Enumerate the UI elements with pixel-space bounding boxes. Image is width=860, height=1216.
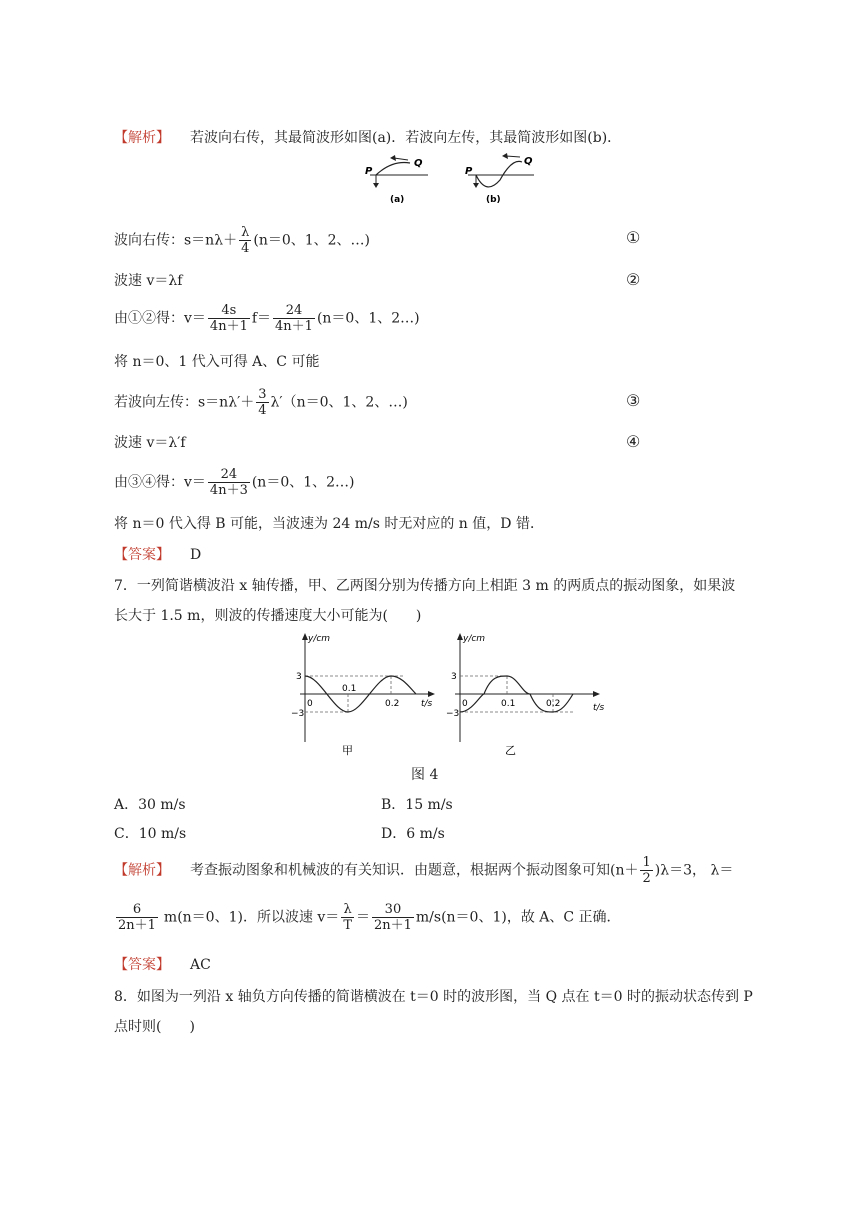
q6-line-8: 将 n＝0 代入得 B 可能，当波速为 24 m/s 时无对应的 n 值，D 错． bbox=[114, 516, 544, 532]
equation-mark-1: ① bbox=[626, 228, 641, 247]
q8-stem-1: 8．如图为一列沿 x 轴负方向传播的简谐横波在 t＝0 时的波形图，当 Q 点在 t＝0 时的振动状态传到 P bbox=[114, 989, 753, 1005]
svg-text:0.2: 0.2 bbox=[546, 699, 561, 709]
figure-b bbox=[465, 153, 534, 205]
figure-a-caption: (a) bbox=[390, 195, 405, 205]
q7-stem-1: 7．一列简谐横波沿 x 轴传播，甲、乙两图分别为传播方向上相距 3 m 的两质点的振动图象，如果波 bbox=[114, 578, 736, 594]
vibration-graph-yi bbox=[445, 630, 615, 760]
svg-text:−3: −3 bbox=[291, 709, 305, 719]
q6-line-2: 波速 v＝λf bbox=[114, 273, 183, 289]
graph-caption-jia: 甲 bbox=[342, 744, 353, 757]
graph-caption-yi: 乙 bbox=[505, 744, 516, 757]
q6-analysis-intro: 【解析】 若波向右传，其最简波形如图(a)．若波向左传，其最简波形如图(b)． bbox=[114, 130, 622, 146]
q6-line-3: 由①②得：v＝ $\frac{4s}{4n+1}$ f＝ $\frac{24}{4n+1}$ (n＝0、1、2…) bbox=[114, 303, 420, 334]
svg-text:−3: −3 bbox=[446, 709, 460, 719]
point-q-label: Q bbox=[524, 156, 533, 167]
svg-text:y/cm: y/cm bbox=[308, 634, 331, 644]
svg-text:y/cm: y/cm bbox=[463, 634, 486, 644]
q8-stem-2: 点时则( ) bbox=[114, 1019, 195, 1035]
point-q-label: Q bbox=[414, 158, 423, 169]
svg-text:0.1: 0.1 bbox=[501, 699, 516, 709]
option-b: B．15 m/s bbox=[381, 797, 453, 813]
analysis-tag: 【解析】 bbox=[114, 130, 170, 146]
vibration-graph-jia bbox=[290, 630, 440, 760]
wave-figure-ab bbox=[362, 150, 562, 208]
svg-text:0: 0 bbox=[462, 699, 468, 709]
q6-line-1: 波向右传：s＝nλ＋ $\frac{\lambda}{4}$ (n＝0、1、2、…) bbox=[114, 225, 371, 256]
figure-caption: 图 4 bbox=[411, 767, 439, 783]
q6-answer: 【答案】 D bbox=[114, 547, 202, 563]
point-p-label: P bbox=[465, 166, 473, 177]
option-d: D．6 m/s bbox=[381, 826, 445, 842]
svg-text:0.2: 0.2 bbox=[385, 699, 400, 709]
q7-answer: 【答案】 AC bbox=[114, 957, 211, 973]
q6-line-4: 将 n＝0、1 代入可得 A、C 可能 bbox=[114, 354, 320, 370]
option-a: A．30 m/s bbox=[114, 797, 186, 813]
point-p-label: P bbox=[365, 166, 373, 177]
q7-stem-2: 长大于 1.5 m，则波的传播速度大小可能为( ) bbox=[114, 608, 422, 624]
svg-text:t/s: t/s bbox=[593, 703, 605, 713]
svg-text:t/s: t/s bbox=[421, 699, 433, 709]
q6-line-6: 波速 v＝λ′f bbox=[114, 435, 186, 451]
option-c: C．10 m/s bbox=[114, 826, 187, 842]
equation-mark-2: ② bbox=[626, 270, 641, 289]
q6-line-5: 若波向左传：s＝nλ′＋ $\frac{3}{4}$ λ′（n＝0、1、2、…) bbox=[114, 387, 408, 418]
svg-text:3: 3 bbox=[451, 672, 457, 682]
figure-b-caption: (b) bbox=[486, 195, 501, 205]
q7-analysis-2: $\frac{6}{2n+1}$ m(n＝0、1)．所以波速 v＝ $\frac{\lambda}{T}$ ＝ $\frac{30}{2n+1}$ m/s(n＝0、1)，故 A、C 正确． bbox=[118, 902, 621, 933]
fraction: $\frac{\lambda}{4}$ bbox=[241, 225, 250, 256]
svg-text:3: 3 bbox=[296, 672, 302, 682]
equation-mark-4: ④ bbox=[626, 432, 641, 451]
q7-analysis-1: 【解析】 考查振动图象和机械波的有关知识．由题意，根据两个振动图象可知(n＋ $\frac{1}{2}$ )λ＝3， λ＝ bbox=[114, 855, 734, 886]
svg-text:0.1: 0.1 bbox=[342, 684, 357, 694]
equation-mark-3: ③ bbox=[626, 391, 641, 410]
figure-a bbox=[365, 155, 428, 205]
svg-text:0: 0 bbox=[307, 699, 313, 709]
q6-line-7: 由③④得：v＝ $\frac{24}{4n+3}$ (n＝0、1、2…) bbox=[114, 467, 355, 498]
